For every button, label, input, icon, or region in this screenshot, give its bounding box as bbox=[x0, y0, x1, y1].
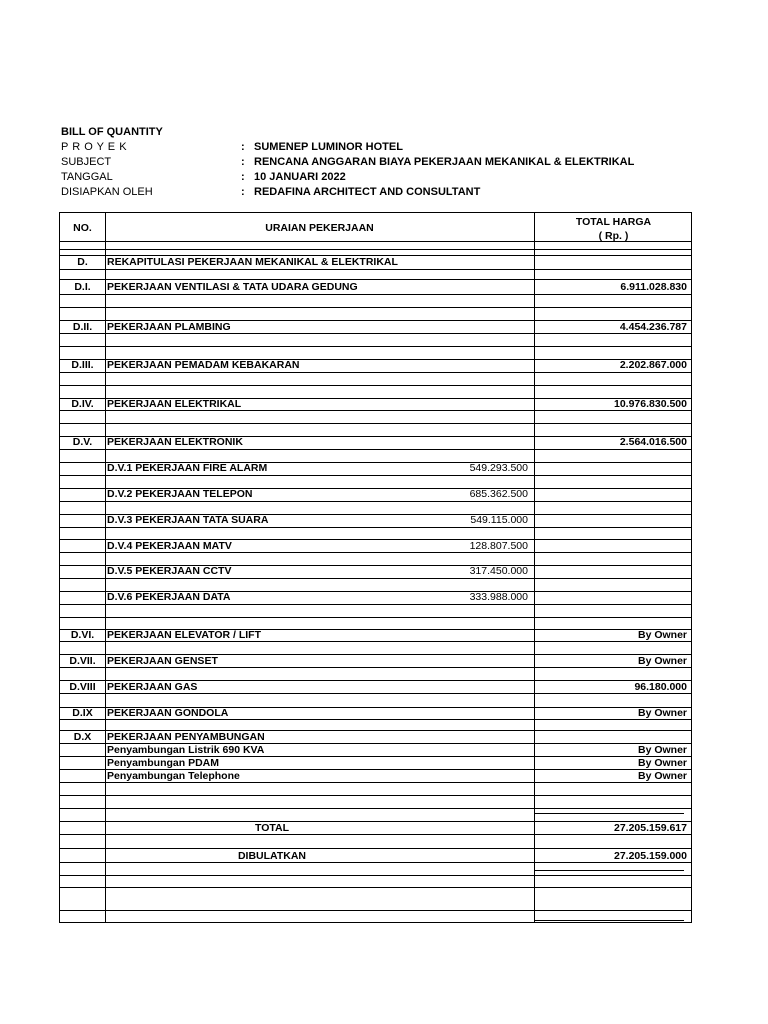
sub-item-value: 549.293.500 bbox=[469, 462, 528, 474]
boq-table bbox=[59, 212, 692, 923]
sub-item-value: 549.115.000 bbox=[470, 514, 528, 526]
item-desc: PEKERJAAN GONDOLA bbox=[107, 707, 229, 719]
total-value: 27.205.159.617 bbox=[614, 822, 687, 834]
dx-line-desc: Penyambungan PDAM bbox=[107, 757, 220, 769]
header-row-subject bbox=[61, 156, 701, 171]
header-colon: : bbox=[241, 171, 245, 183]
item-no: D.II. bbox=[72, 321, 93, 333]
header-label: P R O Y E K bbox=[61, 141, 128, 153]
header-row-tanggal bbox=[61, 171, 701, 186]
item-no: D.VI. bbox=[70, 629, 95, 641]
column-header-total: TOTAL HARGA bbox=[575, 216, 652, 228]
item-desc: PEKERJAAN PLAMBING bbox=[107, 321, 231, 333]
header-row-proyek bbox=[61, 141, 701, 156]
column-header-no: NO. bbox=[73, 222, 92, 234]
header-colon: : bbox=[241, 141, 245, 153]
column-header-desc: URAIAN PEKERJAAN bbox=[265, 222, 374, 234]
header-value: REDAFINA ARCHITECT AND CONSULTANT bbox=[254, 186, 481, 198]
item-no: D.III. bbox=[71, 359, 94, 371]
total-label: TOTAL bbox=[254, 822, 290, 834]
item-total: 6.911.028.830 bbox=[620, 281, 687, 293]
item-total: By Owner bbox=[637, 629, 687, 641]
item-no: D.VII. bbox=[69, 655, 96, 667]
rounded-label: DIBULATKAN bbox=[237, 850, 307, 862]
dx-line-total: By Owner bbox=[637, 757, 687, 769]
header-row-disiapkan bbox=[61, 186, 701, 201]
header-label: DISIAPKAN OLEH bbox=[61, 186, 153, 198]
column-header-total-unit: ( Rp. ) bbox=[598, 230, 629, 242]
item-total: By Owner bbox=[637, 707, 687, 719]
section-desc: REKAPITULASI PEKERJAAN MEKANIKAL & ELEKTRIKAL bbox=[107, 256, 398, 268]
sub-item-desc: D.V.3 PEKERJAAN TATA SUARA bbox=[107, 514, 269, 526]
item-desc: PEKERJAAN ELEKTRONIK bbox=[107, 436, 243, 448]
sub-item-value: 128.807.500 bbox=[469, 540, 528, 552]
header-label: SUBJECT bbox=[61, 156, 112, 168]
item-total: 2.564.016.500 bbox=[619, 436, 687, 448]
item-no: D.I. bbox=[74, 281, 91, 293]
item-no: D.V. bbox=[72, 436, 93, 448]
sub-item-desc: D.V.5 PEKERJAAN CCTV bbox=[107, 565, 232, 577]
item-desc: PEKERJAAN GAS bbox=[107, 681, 198, 693]
item-desc: PEKERJAAN PEMADAM KEBAKARAN bbox=[107, 359, 300, 371]
item-desc: PEKERJAAN PENYAMBUNGAN bbox=[107, 731, 265, 743]
dx-line-desc: Penyambungan Listrik 690 KVA bbox=[107, 744, 265, 756]
item-total: By Owner bbox=[637, 655, 687, 667]
dx-line-total: By Owner bbox=[637, 770, 687, 782]
item-total: 10.976.830.500 bbox=[614, 398, 687, 410]
item-no: D.VIII bbox=[69, 681, 96, 693]
item-no: D.X bbox=[73, 731, 92, 743]
header-label: TANGGAL bbox=[61, 171, 113, 183]
dx-line-desc: Penyambungan Telephone bbox=[107, 770, 240, 782]
sub-item-desc: D.V.1 PEKERJAAN FIRE ALARM bbox=[107, 462, 268, 474]
item-no: D.IV. bbox=[71, 398, 94, 410]
header-colon: : bbox=[241, 186, 245, 198]
item-desc: PEKERJAAN VENTILASI & TATA UDARA GEDUNG bbox=[107, 281, 358, 293]
rounded-value: 27.205.159.000 bbox=[614, 850, 687, 862]
header-colon: : bbox=[241, 156, 245, 168]
sub-item-desc: D.V.6 PEKERJAAN DATA bbox=[107, 591, 231, 603]
item-total: 96.180.000 bbox=[634, 681, 687, 693]
dx-line-total: By Owner bbox=[637, 744, 687, 756]
sub-item-desc: D.V.2 PEKERJAAN TELEPON bbox=[107, 488, 253, 500]
header-value: RENCANA ANGGARAN BIAYA PEKERJAAN MEKANIKAL & ELEKTRIKAL bbox=[254, 156, 635, 168]
sub-item-value: 685.362.500 bbox=[469, 488, 528, 500]
header-value: SUMENEP LUMINOR HOTEL bbox=[254, 141, 403, 153]
item-desc: PEKERJAAN ELEKTRIKAL bbox=[107, 398, 242, 410]
item-desc: PEKERJAAN GENSET bbox=[107, 655, 218, 667]
item-desc: PEKERJAAN ELEVATOR / LIFT bbox=[107, 629, 262, 641]
section-no: D. bbox=[77, 256, 88, 268]
document-title: BILL OF QUANTITY bbox=[61, 126, 163, 138]
sub-item-value: 333.988.000 bbox=[469, 591, 528, 603]
header-value: 10 JANUARI 2022 bbox=[254, 171, 346, 183]
item-total: 2.202.867.000 bbox=[619, 359, 687, 371]
item-no: D.IX bbox=[72, 707, 93, 719]
item-total: 4.454.236.787 bbox=[619, 321, 687, 333]
sub-item-desc: D.V.4 PEKERJAAN MATV bbox=[107, 540, 232, 552]
sub-item-value: 317.450.000 bbox=[469, 565, 528, 577]
